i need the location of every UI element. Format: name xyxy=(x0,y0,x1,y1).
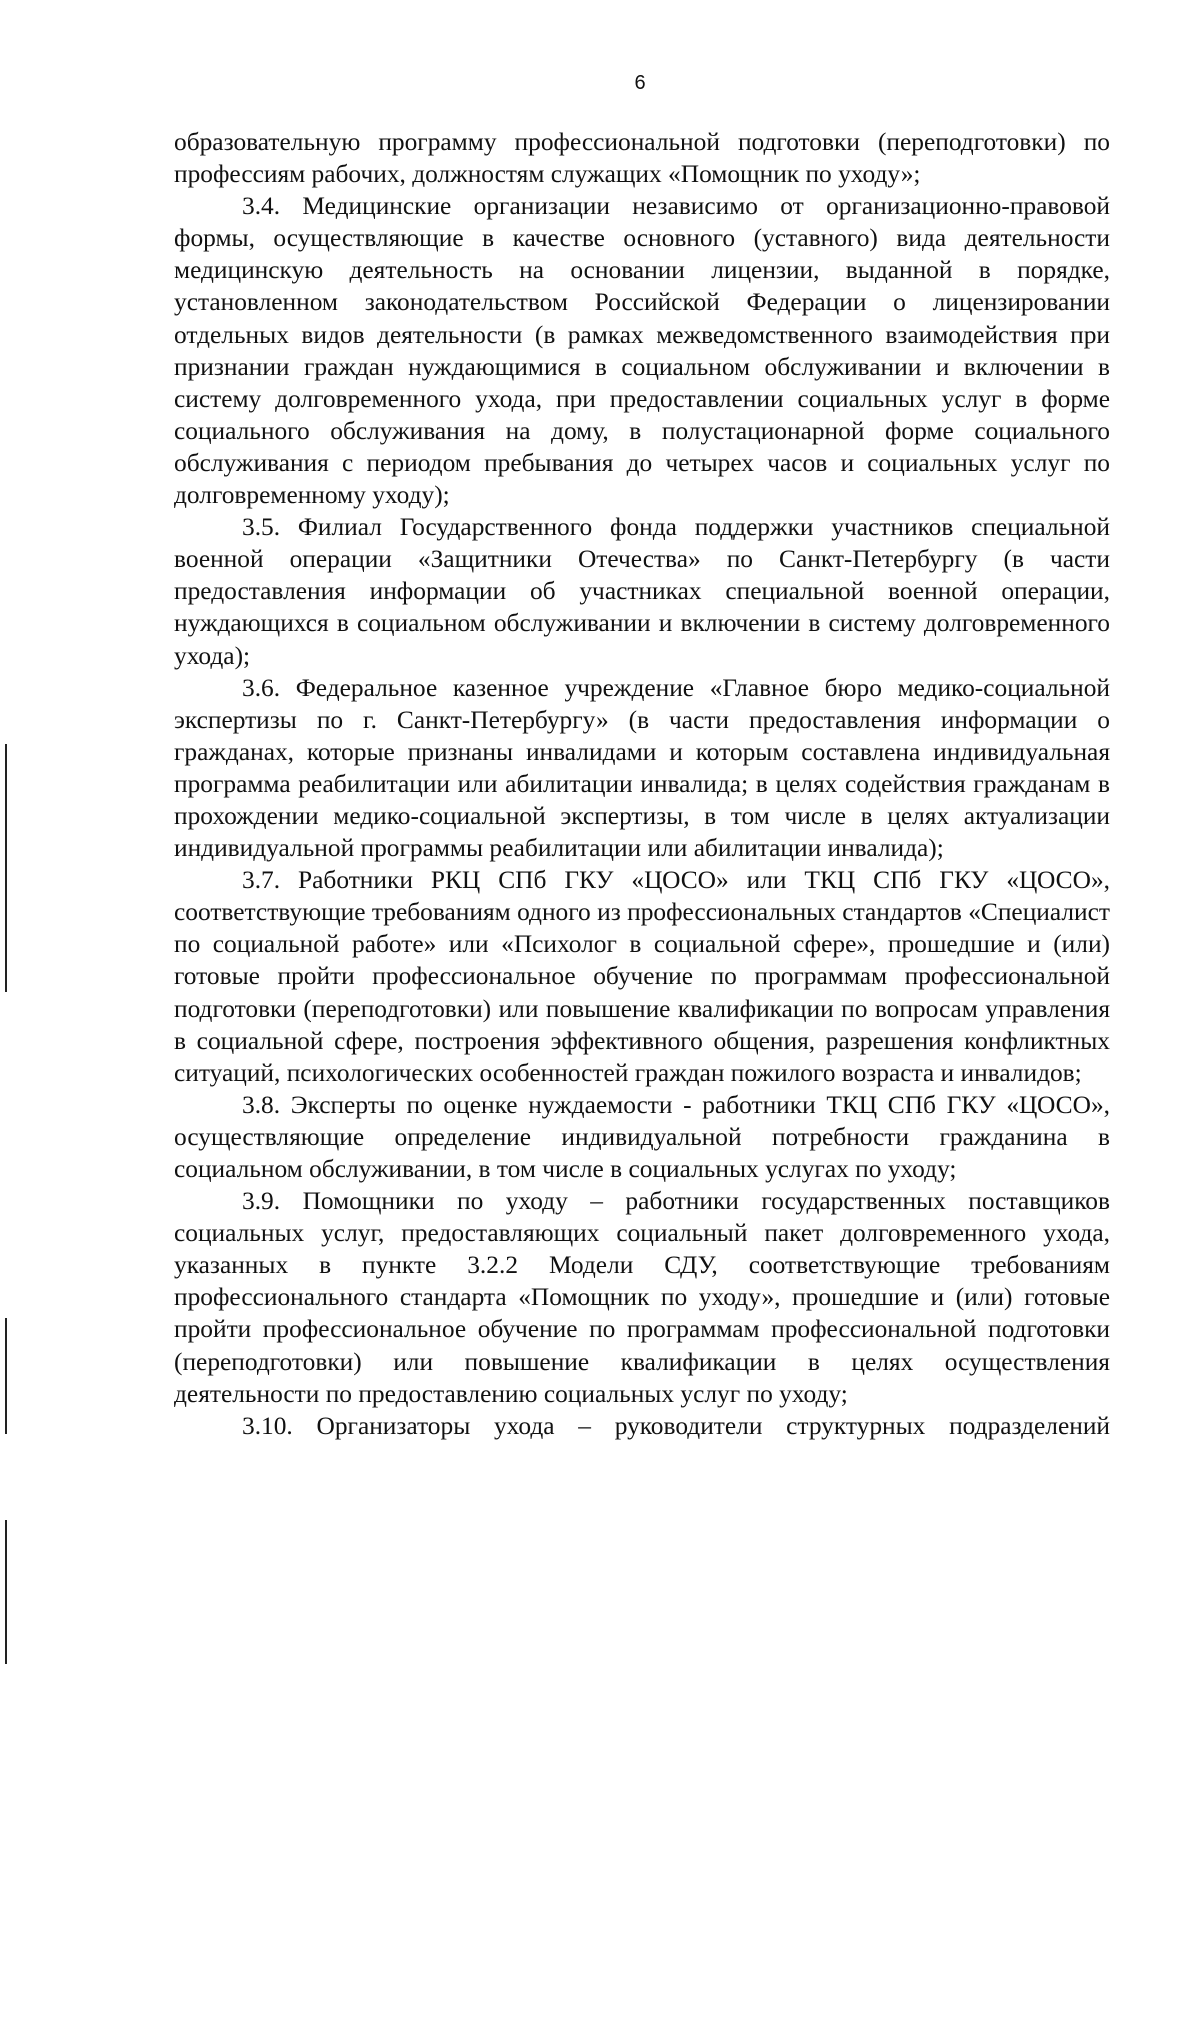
paragraph-continuation: образовательную программу профессиональной подготовки (переподготовки) по профессиям рабочих, должностям служащих «Помощник по уходу»; xyxy=(174,128,1110,189)
document-body xyxy=(174,126,1110,1442)
paragraph-3-5: 3.5. Филиал Государственного фонда поддержки участников специальной военной операции «Защитники Отечества» по Санкт-Петербургу (в части предоставления информации об участниках специальной военной операции, нуждающихся в социальном обслуживании и включении в систему долговременного ухода); xyxy=(174,513,1110,670)
paragraph-3-6: 3.6. Федеральное казенное учреждение «Главное бюро медико-социальной экспертизы по г. Санкт-Петербургу» (в части предоставления информации о гражданах, которые признаны инвалидами и которым составлена индивидуальная программа реабилитации или абилитации инвалида; в целях содействия гражданам в прохождении медико-социальной экспертизы, в том числе в целях актуализации индивидуальной программы реабилитации или абилитации инвалида); xyxy=(174,673,1110,863)
page-number: 6 xyxy=(634,72,646,94)
paragraph-3-7: 3.7. Работники РКЦ СПб ГКУ «ЦОСО» или ТКЦ СПб ГКУ «ЦОСО», соответствующие требованиям одного из профессиональных стандартов «Специалист по социальной работе» или «Психолог в социальной сфере», прошедшие и (или) готовые пройти профессиональное обучение по программам профессиональной подготовки (переподготовки) или повышение квалификации по вопросам управления в социальной сфере, построения эффективного общения, разрешения конфликтных ситуаций, психологических особенностей граждан пожилого возраста и инвалидов; xyxy=(174,866,1110,1087)
paragraph-3-9: 3.9. Помощники по уходу – работники государственных поставщиков социальных услуг, предоставляющих социальный пакет долговременного ухода, указанных в пункте 3.2.2 Модели СДУ, соответствующие требованиям профессионального стандарта «Помощник по уходу», прошедшие и (или) готовые пройти профессиональное обучение по программам профессиональной подготовки (переподготовки) или повышение квалификации в целях осуществления деятельности по предоставлению социальных услуг по уходу; xyxy=(174,1187,1110,1408)
paragraph-3-4: 3.4. Медицинские организации независимо от организационно-правовой формы, осуществляющие в качестве основного (уставного) вида деятельности медицинскую деятельность на основании лицензии, выданной в порядке, установленном законодательством Российской Федерации о лицензировании отдельных видов деятельности (в рамках межведомственного взаимодействия при признании граждан нуждающимися в социальном обслуживании и включении в систему долговременного ухода, при предоставлении социальных услуг в форме социального обслуживания на дому, в полустационарной форме социального обслуживания с периодом пребывания до четырех часов и социальных услуг по долговременному уходу); xyxy=(174,192,1110,510)
scan-margin-line xyxy=(5,744,7,992)
paragraph-3-8: 3.8. Эксперты по оценке нуждаемости - работники ТКЦ СПб ГКУ «ЦОСО», осуществляющие определение индивидуальной потребности гражданина в социальном обслуживании, в том числе в социальных услугах по уходу; xyxy=(174,1090,1110,1183)
paragraph-3-10: 3.10. Организаторы ухода – руководители структурных подразделений xyxy=(242,1411,1110,1440)
scan-margin-line xyxy=(5,1520,7,1664)
scan-margin-line xyxy=(5,1318,7,1434)
